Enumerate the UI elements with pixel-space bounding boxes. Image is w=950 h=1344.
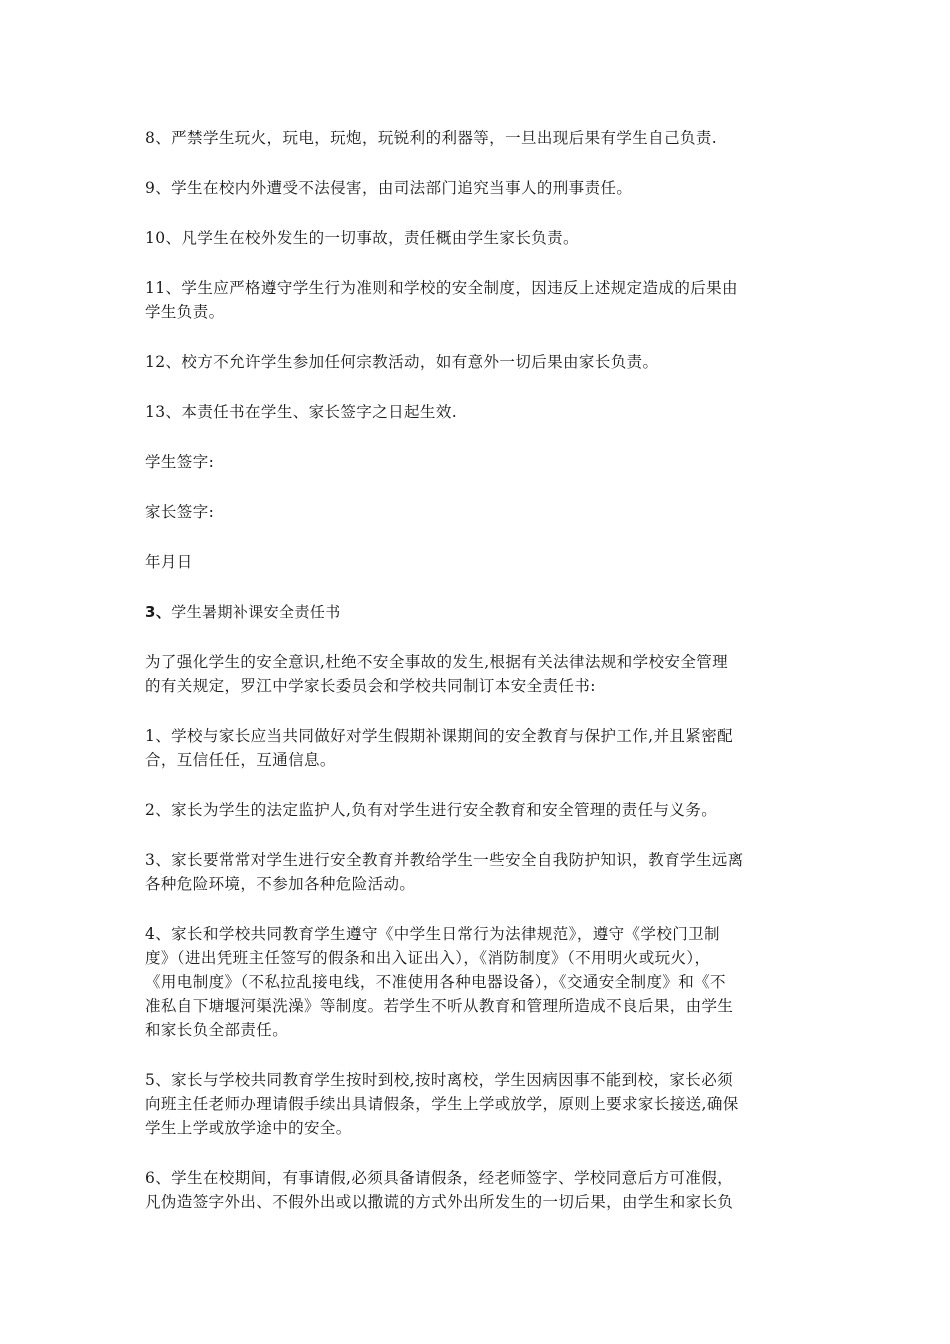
- item-4-line-2: 度》（进出凭班主任签写的假条和出入证出入），《消防制度》（不用明火或玩火），: [145, 949, 711, 967]
- item-1-line-2: 合，互信任任，互通信息。: [145, 751, 336, 769]
- intro-line-1: 为了强化学生的安全意识,杜绝不安全事故的发生,根据有关法律法规和学校安全管理: [145, 653, 729, 671]
- item-3-line-1: 3、家长要常常对学生进行安全教育并教给学生一些安全自我防护知识，教育学生远离: [145, 851, 744, 869]
- date-label: 年月日: [145, 553, 193, 571]
- clause-11: 11、学生应严格遵守学生行为准则和学校的安全制度，因违反上述规定造成的后果由: [145, 279, 738, 297]
- clause-9: 9、学生在校内外遭受不法侵害，由司法部门追究当事人的刑事责任。: [145, 179, 633, 197]
- item-3-line-2: 各种危险环境，不参加各种危险活动。: [145, 875, 416, 893]
- section-title: 学生暑期补课安全责任书: [171, 603, 341, 621]
- section-number: 3、: [145, 603, 172, 621]
- item-5-line-1: 5、家长与学校共同教育学生按时到校,按时离校，学生因病因事不能到校，家长必须: [145, 1071, 733, 1089]
- item-4-line-1: 4、家长和学校共同教育学生遵守《中学生日常行为法律规范》，遵守《学校门卫制: [145, 925, 720, 943]
- parent-signature-label: 家长签字:: [145, 503, 215, 521]
- clause-8: 8、严禁学生玩火，玩电，玩炮，玩锐利的利器等，一旦出现后果有学生自己负责.: [145, 129, 718, 147]
- item-4-line-3: 《用电制度》（不私拉乱接电线，不准使用各种电器设备），《交通安全制度》和《不: [145, 973, 726, 991]
- section-heading: [145, 602, 341, 622]
- student-signature-label: 学生签字:: [145, 453, 215, 471]
- clause-10: 10、凡学生在校外发生的一切事故，责任概由学生家长负责。: [145, 229, 579, 247]
- item-4-line-5: 和家长负全部责任。: [145, 1021, 289, 1039]
- intro-line-2: 的有关规定，罗江中学家长委员会和学校共同制订本安全责任书:: [145, 677, 596, 695]
- item-1-line-1: 1、学校与家长应当共同做好对学生假期补课期间的安全教育与保护工作,并且紧密配: [145, 727, 733, 745]
- item-5-line-2: 向班主任老师办理请假手续出具请假条，学生上学或放学，原则上要求家长接送,确保: [145, 1095, 739, 1113]
- item-5-line-3: 学生上学或放学途中的安全。: [145, 1119, 352, 1137]
- item-6-line-1: 6、学生在校期间，有事请假,必须具备请假条，经老师签字、学校同意后方可准假，: [145, 1169, 733, 1187]
- clause-12: 12、校方不允许学生参加任何宗教活动，如有意外一切后果由家长负责。: [145, 353, 659, 371]
- clause-11-cont: 学生负责。: [145, 303, 225, 321]
- clause-13: 13、本责任书在学生、家长签字之日起生效.: [145, 403, 458, 421]
- item-4-line-4: 准私自下塘堰河渠洗澡》等制度。若学生不听从教育和管理所造成不良后果，由学生: [145, 997, 734, 1015]
- item-6-line-2: 凡伪造签字外出、不假外出或以撒谎的方式外出所发生的一切后果，由学生和家长负: [145, 1193, 734, 1211]
- item-2: 2、家长为学生的法定监护人,负有对学生进行安全教育和安全管理的责任与义务。: [145, 801, 718, 819]
